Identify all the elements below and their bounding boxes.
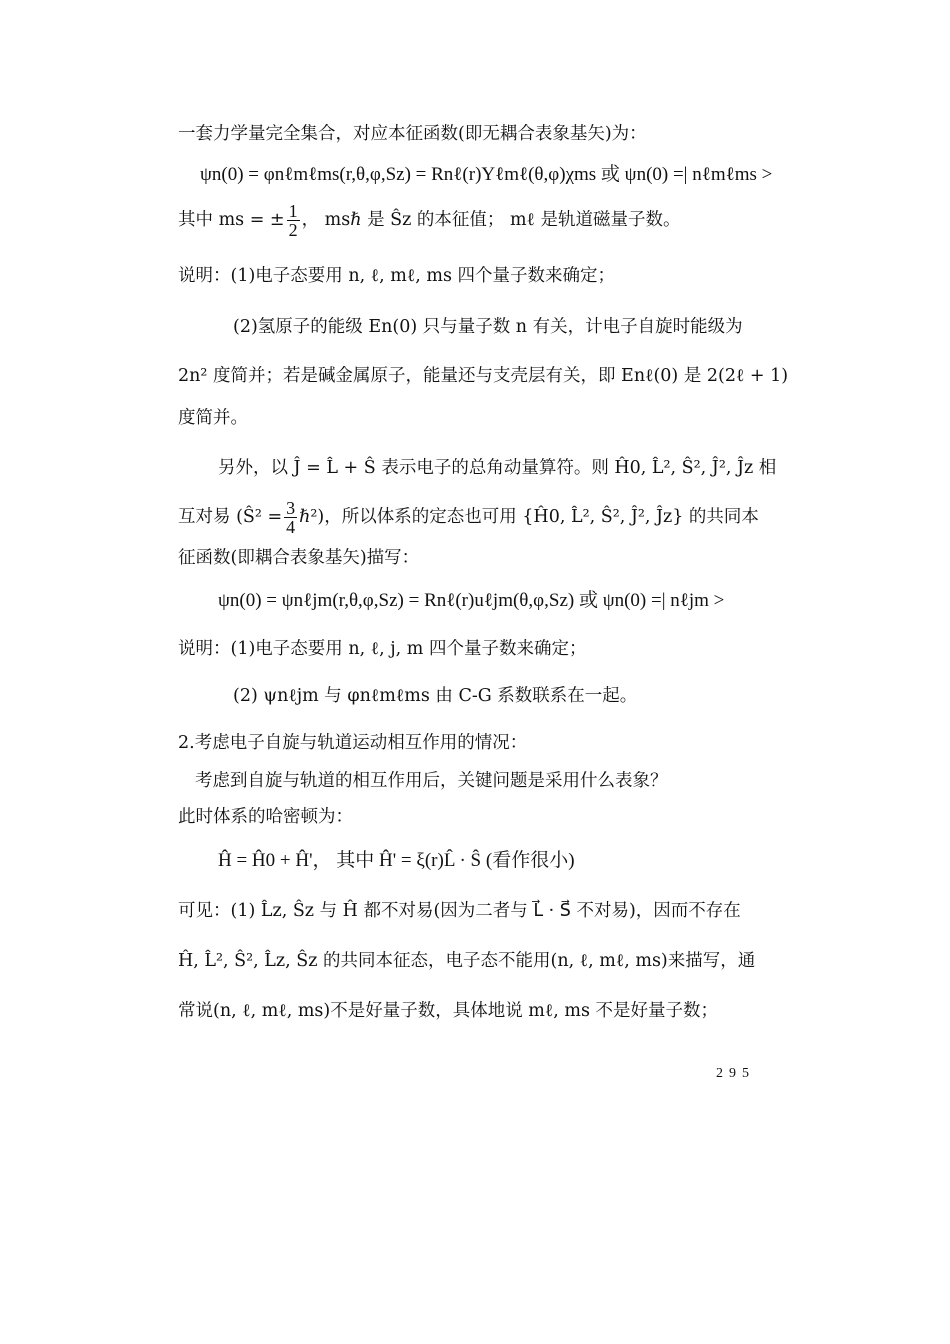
commute-suffix: ℏ²)，所以体系的定态也可用 {Ĥ0, L̂², Ŝ², Ĵ², Ĵz} 的共同本 <box>299 507 759 527</box>
note-1-quantum-numbers: 说明：(1)电子态要用 n, ℓ, mℓ, ms 四个量子数来确定； <box>178 266 615 286</box>
text-total-angular-momentum: 另外，以 Ĵ = L̂ + Ŝ 表示电子的总角动量算符。则 Ĥ0, L̂², Ŝ², Ĵ², Ĵz 相 <box>218 458 777 478</box>
section-heading-spin-orbit: 2.考虑电子自旋与轨道运动相互作用的情况： <box>178 733 528 753</box>
ms-prefix: 其中 ms = ± <box>178 210 285 230</box>
commute-prefix: 互对易 (Ŝ² = <box>178 507 283 527</box>
page-number: 295 <box>716 1066 755 1081</box>
text-no-common-eigenstate: Ĥ, L̂², Ŝ², L̂z, Ŝz 的共同本征态，电子态不能用(n, ℓ, mℓ, ms)来描写，通 <box>178 951 756 971</box>
equation-hamiltonian: Ĥ = Ĥ0 + Ĥ'， 其中 Ĥ' = ξ(r)L̂ · Ŝ (看作很小) <box>218 850 575 871</box>
text-line-ms <box>178 202 681 239</box>
fraction-denominator: 4 <box>286 517 296 537</box>
text-not-commute: 可见：(1) L̂z, Ŝz 与 Ĥ 都不对易(因为二者与 L⃗ · S⃗ 不对易)，因而不存在 <box>178 901 741 921</box>
note-2-cg-coefficients: (2) ψnℓjm 与 φnℓmℓms 由 C-G 系数联系在一起。 <box>233 686 638 706</box>
fraction-numerator: 3 <box>286 498 296 518</box>
text-not-good-quantum-numbers: 常说(n, ℓ, mℓ, ms)不是好量子数，具体地说 mℓ, ms 不是好量子数； <box>178 1001 719 1021</box>
note-1-coupled-quantum-numbers: 说明：(1)电子态要用 n, ℓ, j, m 四个量子数来确定； <box>178 639 587 659</box>
ms-suffix: ， msℏ 是 Ŝz 的本征值； mℓ 是轨道磁量子数。 <box>301 210 681 230</box>
text-degeneracy: 2n² 度简并；若是碱金属原子，能量还与支壳层有关，即 Enℓ(0) 是 2(2ℓ + 1) <box>178 366 789 386</box>
fraction-numerator: 1 <box>288 201 298 221</box>
text-spin-orbit-question: 考虑到自旋与轨道的相互作用后，关键问题是采用什么表象？ <box>195 771 668 791</box>
fraction-denominator: 2 <box>288 220 298 240</box>
equation-uncoupled-basis: ψn(0) = φnℓmℓms(r,θ,φ,Sz) = Rnℓ(r)Yℓmℓ(θ,φ)χms 或 ψn(0) =| nℓmℓms > <box>200 164 773 185</box>
fraction-one-half <box>287 202 300 239</box>
equation-coupled-basis: ψn(0) = ψnℓjm(r,θ,φ,Sz) = Rnℓ(r)uℓjm(θ,φ,Sz) 或 ψn(0) =| nℓjm > <box>218 590 725 611</box>
text-coupled-basis: 征函数(即耦合表象基矢)描写： <box>178 548 420 568</box>
text-commute <box>178 499 759 536</box>
text-degeneracy-end: 度简并。 <box>178 408 248 428</box>
text-line-1: 一套力学量完全集合，对应本征函数(即无耦合表象基矢)为： <box>178 124 647 144</box>
text-hamiltonian-intro: 此时体系的哈密顿为： <box>178 807 353 827</box>
note-2-hydrogen-levels: (2)氢原子的能级 En(0) 只与量子数 n 有关，计电子自旋时能级为 <box>233 317 743 337</box>
fraction-three-quarters <box>284 499 297 536</box>
